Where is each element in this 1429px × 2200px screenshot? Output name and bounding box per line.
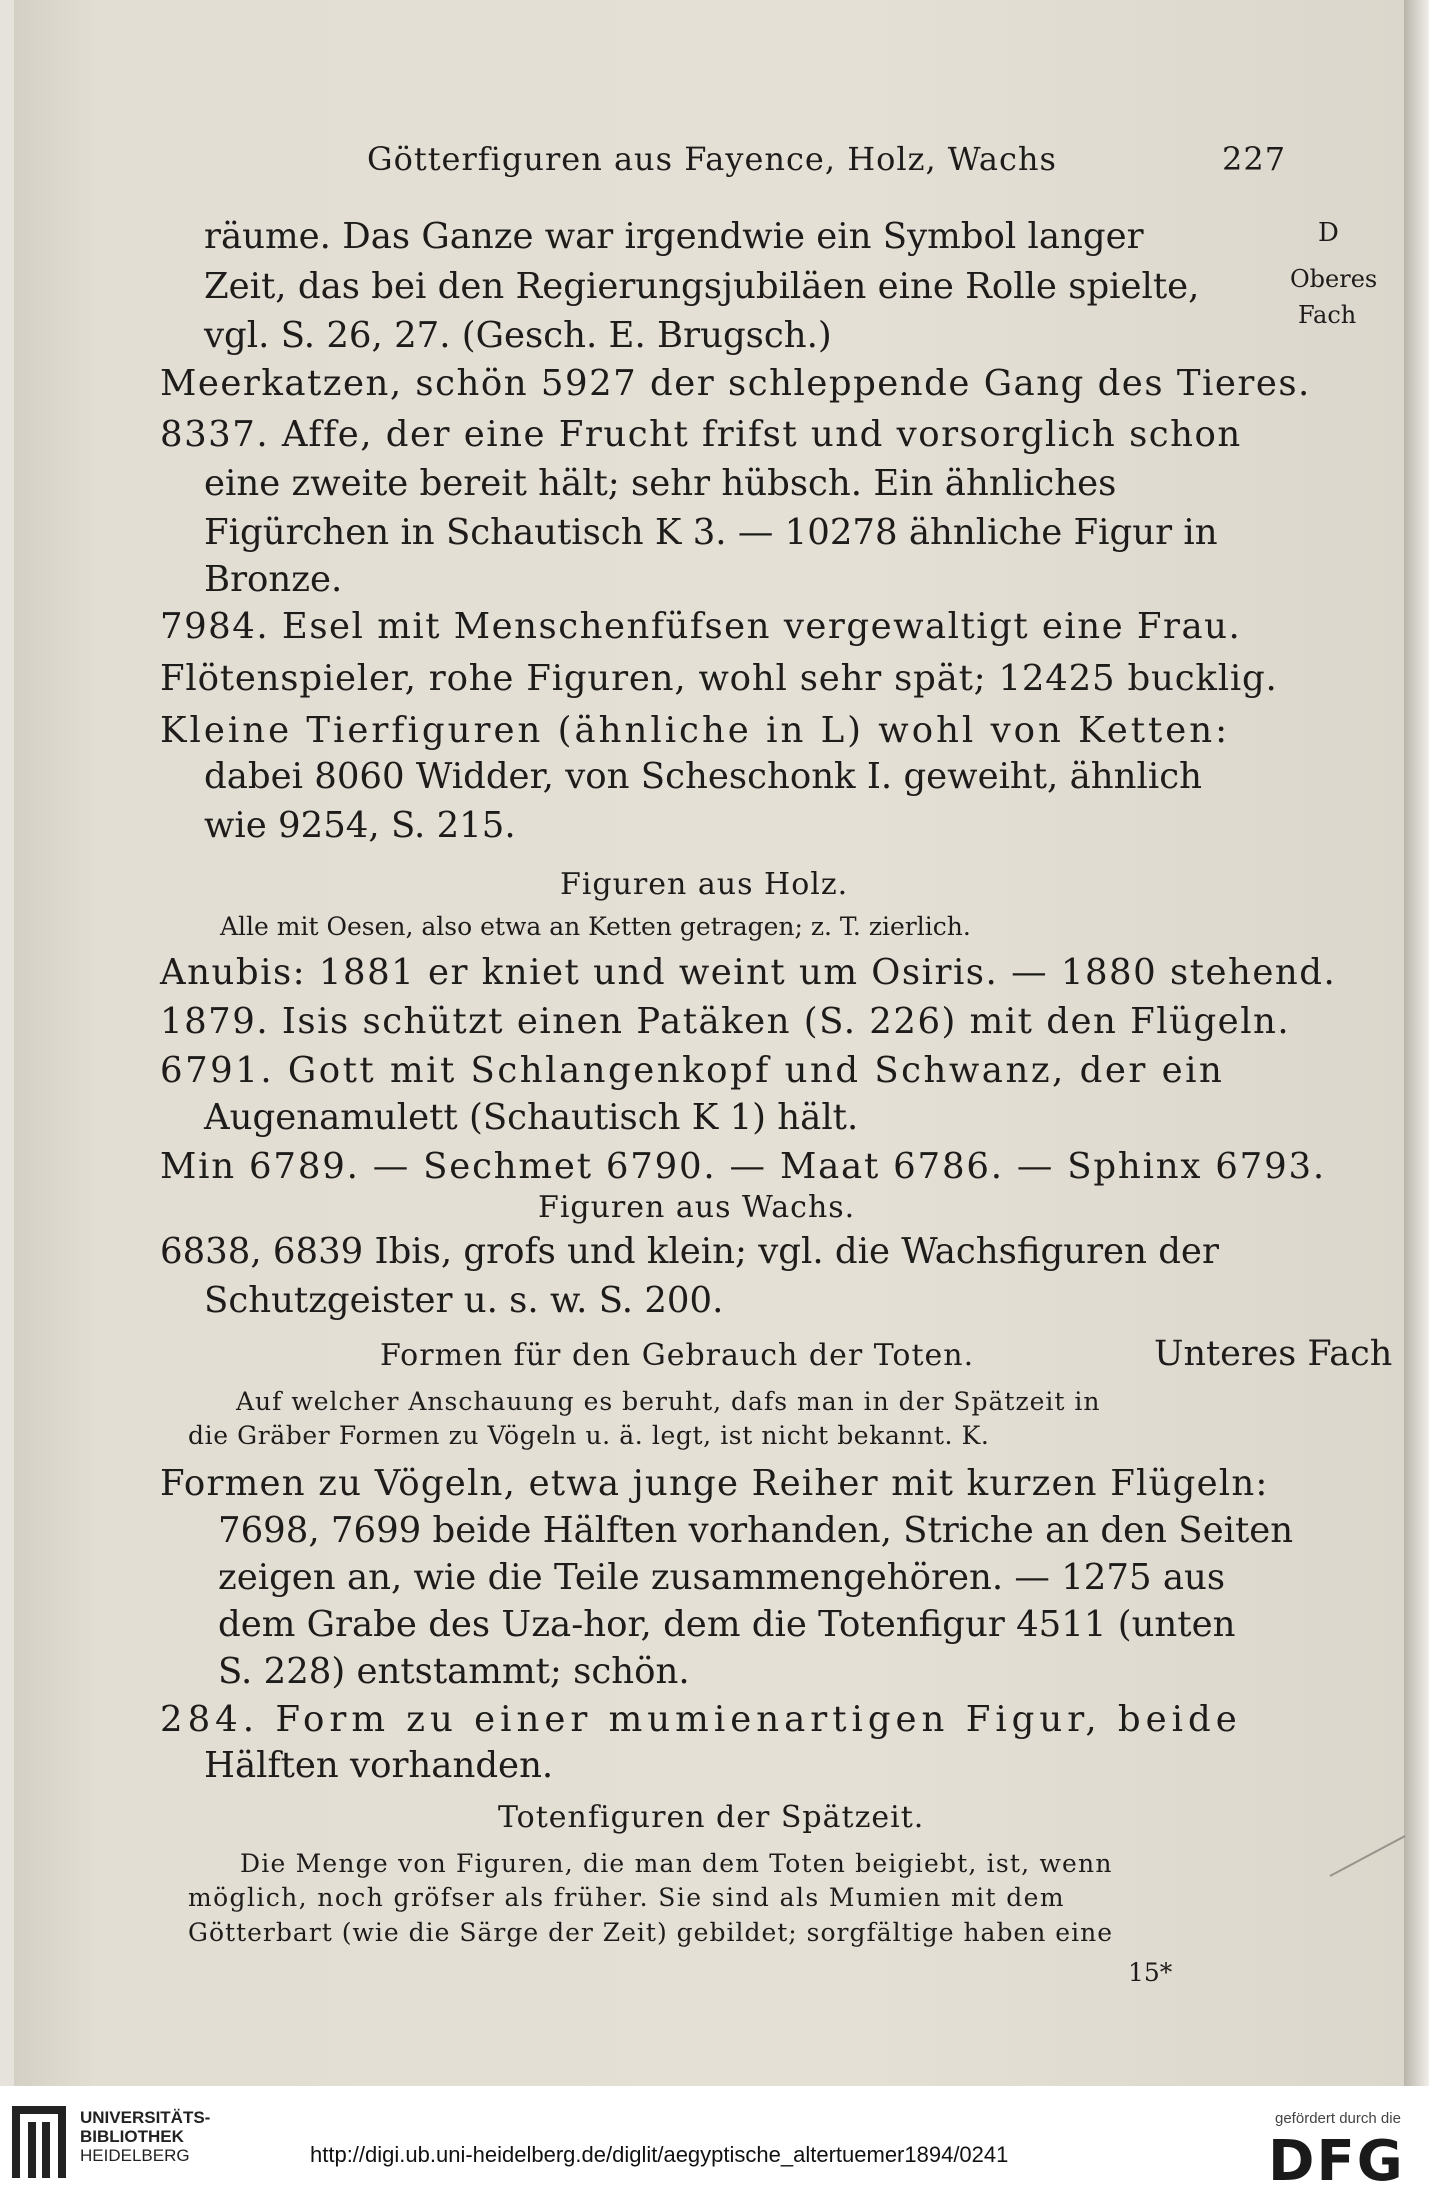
library-name: UNIVERSITÄTS- BIBLIOTHEK HEIDELBERG [80,2108,211,2165]
text-line: Augenamulett (Schautisch K 1) hält. [204,1097,859,1138]
text-line: 1879. Isis schützt einen Patäken (S. 226) mit den Flügeln. [160,1001,1291,1042]
text-line: Figürchen in Schautisch K 3. — 10278 ähnliche Figur in [204,512,1218,553]
section-note: Götterbart (wie die Särge der Zeit) gebildet; sorgfältige haben eine [188,1918,1113,1947]
margin-note-d: D [1318,218,1339,248]
page-number: 227 [1222,140,1287,178]
running-title: Götterfiguren aus Fayence, Holz, Wachs [367,140,1057,178]
text-line: Kleine Tierfiguren (ähnliche in L) wohl von Ketten: [160,710,1231,751]
text-line: dabei 8060 Widder, von Scheschonk I. geweiht, ähnlich [204,756,1202,797]
text-line: Zeit, das bei den Regierungsjubiläen eine Rolle spielte, [204,266,1200,307]
text-line: wie 9254, S. 215. [204,805,516,846]
text-line: 7984. Esel mit Menschenfüfsen vergewaltigt eine Frau. [160,606,1242,647]
text-line: Hälften vorhanden. [204,1745,554,1786]
text-line: S. 228) entstammt; schön. [218,1651,690,1692]
text-line: Bronze. [204,559,343,600]
text-line: 6838, 6839 Ibis, grofs und klein; vgl. die Wachsfiguren der [160,1231,1219,1272]
text-line: 284. Form zu einer mumienartigen Figur, beide [160,1699,1242,1740]
dfg-logo: DFG [1268,2129,1405,2194]
section-note: Auf welcher Anschauung es beruht, dafs man in der Spätzeit in [236,1387,1101,1416]
section-note: möglich, noch gröfser als früher. Sie sind als Mumien mit dem [188,1883,1065,1912]
section-heading: Figuren aus Holz. [560,867,849,902]
text-line: eine zweite bereit hält; sehr hübsch. Ein ähnliches [204,463,1117,504]
page-edge [1404,0,1429,2086]
text-line: Flötenspieler, rohe Figuren, wohl sehr spät; 12425 bucklig. [160,658,1278,699]
text-line: dem Grabe des Uza-hor, dem die Totenfigur 4511 (unten [218,1604,1236,1645]
text-line: Anubis: 1881 er kniet und weint um Osiris. — 1880 stehend. [160,952,1337,993]
university-library-logo-icon [12,2106,66,2178]
text-line: Schutzgeister u. s. w. S. 200. [204,1280,724,1321]
margin-note-unteres-fach: Unteres Fach [1154,1334,1393,1374]
section-note: die Gräber Formen zu Vögeln u. ä. legt, ist nicht bekannt. K. [188,1421,990,1450]
text-line: räume. Das Ganze war irgendwie ein Symbol langer [204,216,1144,257]
signature-mark: 15* [1128,1958,1173,1987]
section-note: Die Menge von Figuren, die man dem Toten beigiebt, ist, wenn [240,1849,1113,1878]
permalink[interactable]: http://digi.ub.uni-heidelberg.de/diglit/aegyptische_altertuemer1894/0241 [310,2142,1009,2167]
margin-note-fach: Fach [1298,301,1357,329]
section-heading: Formen für den Gebrauch der Toten. [380,1338,975,1373]
text-line: Min 6789. — Sechmet 6790. — Maat 6786. — Sphinx 6793. [160,1146,1326,1187]
section-heading: Figuren aus Wachs. [538,1190,856,1225]
text-line: 8337. Affe, der eine Frucht frifst und vorsorglich schon [160,414,1242,455]
section-note: Alle mit Oesen, also etwa an Ketten getragen; z. T. zierlich. [220,912,971,941]
margin-note-oberes: Oberes [1290,265,1378,293]
text-line: vgl. S. 26, 27. (Gesch. E. Brugsch.) [204,315,832,356]
text-line: Meerkatzen, schön 5927 der schleppende Gang des Tieres. [160,363,1311,404]
digitization-footer [0,2086,1429,2200]
text-line: 6791. Gott mit Schlangenkopf und Schwanz, der ein [160,1050,1225,1091]
text-line: Formen zu Vögeln, etwa junge Reiher mit kurzen Flügeln: [160,1463,1269,1504]
section-heading: Totenfiguren der Spätzeit. [498,1800,925,1835]
text-line: 7698, 7699 beide Hälften vorhanden, Striche an den Seiten [218,1510,1294,1551]
funding-note: gefördert durch die [1275,2110,1401,2127]
text-line: zeigen an, wie die Teile zusammengehören. — 1275 aus [218,1557,1226,1598]
